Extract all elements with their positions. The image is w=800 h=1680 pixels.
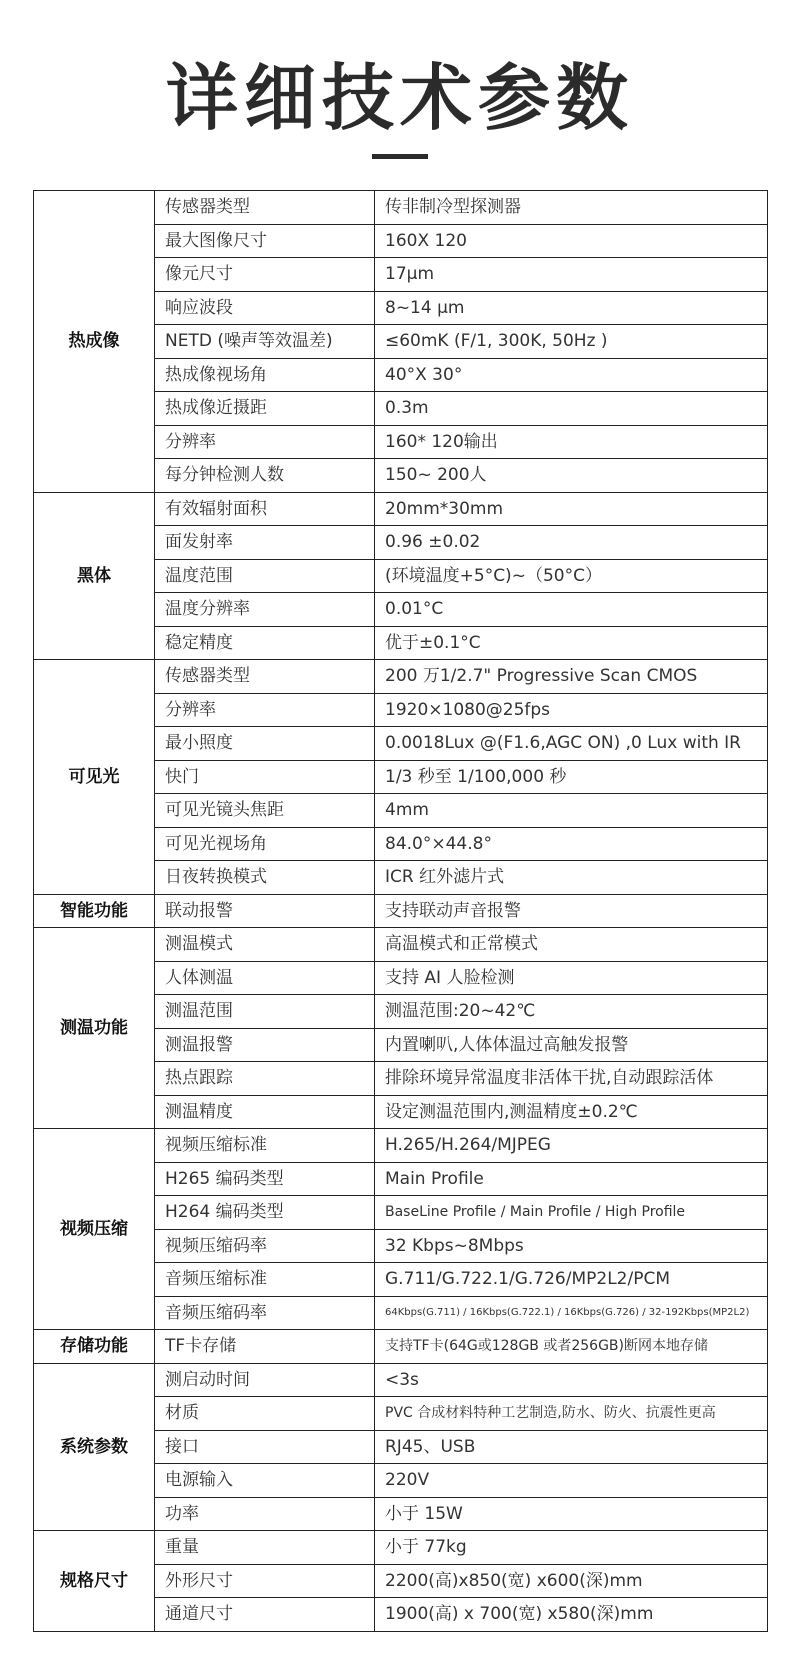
value-cell: G.711/G.722.1/G.726/MP2L2/PCM	[375, 1263, 768, 1297]
value-cell: 设定测温范围内,测温精度±0.2℃	[375, 1095, 768, 1129]
param-cell: 像元尺寸	[155, 258, 375, 292]
param-cell: 最大图像尺寸	[155, 224, 375, 258]
value-cell: 测温范围:20~42℃	[375, 995, 768, 1029]
value-cell: 17μm	[375, 258, 768, 292]
param-cell: 面发射率	[155, 526, 375, 560]
value-cell: 0.0018Lux @(F1.6,AGC ON) ,0 Lux with IR	[375, 727, 768, 761]
value-cell: (环境温度+5°C)~（50°C）	[375, 559, 768, 593]
value-cell: 150~ 200人	[375, 459, 768, 493]
title-underline	[372, 154, 428, 159]
value-cell: 32 Kbps~8Mbps	[375, 1229, 768, 1263]
param-cell: 传感器类型	[155, 660, 375, 694]
table-row	[34, 191, 768, 225]
value-cell: 高温模式和正常模式	[375, 928, 768, 962]
param-cell: 通道尺寸	[155, 1598, 375, 1632]
param-cell: 最小照度	[155, 727, 375, 761]
param-cell: 测温范围	[155, 995, 375, 1029]
param-cell: 分辨率	[155, 425, 375, 459]
param-cell: 快门	[155, 760, 375, 794]
value-cell: 支持TF卡(64G或128GB 或者256GB)断网本地存储	[375, 1330, 768, 1364]
value-cell: PVC 合成材料特种工艺制造,防水、防火、抗震性更高	[375, 1397, 768, 1431]
param-cell: 分辨率	[155, 693, 375, 727]
value-cell: 1900(高) x 700(宽) x580(深)mm	[375, 1598, 768, 1632]
page-title: 详细技术参数	[165, 56, 634, 140]
param-cell: 温度范围	[155, 559, 375, 593]
param-cell: 电源输入	[155, 1464, 375, 1498]
table-row	[34, 894, 768, 928]
category-cell: 规格尺寸	[34, 1531, 155, 1632]
value-cell: 支持 AI 人脸检测	[375, 961, 768, 995]
table-row	[34, 1531, 768, 1565]
table-row	[34, 492, 768, 526]
param-cell: 可见光视场角	[155, 827, 375, 861]
value-cell: 1/3 秒至 1/100,000 秒	[375, 760, 768, 794]
param-cell: 热成像近摄距	[155, 392, 375, 426]
value-cell: 40°X 30°	[375, 358, 768, 392]
param-cell: H265 编码类型	[155, 1162, 375, 1196]
category-cell: 测温功能	[34, 928, 155, 1129]
param-cell: 功率	[155, 1497, 375, 1531]
value-cell: 小于 15W	[375, 1497, 768, 1531]
param-cell: 材质	[155, 1397, 375, 1431]
value-cell: BaseLine Profile / Main Profile / High Profile	[375, 1196, 768, 1230]
param-cell: 测温报警	[155, 1028, 375, 1062]
param-cell: H264 编码类型	[155, 1196, 375, 1230]
value-cell: 0.01°C	[375, 593, 768, 627]
value-cell: 优于±0.1°C	[375, 626, 768, 660]
value-cell: 20mm*30mm	[375, 492, 768, 526]
param-cell: 测温精度	[155, 1095, 375, 1129]
category-cell: 智能功能	[34, 894, 155, 928]
value-cell: 0.96 ±0.02	[375, 526, 768, 560]
value-cell: 0.3m	[375, 392, 768, 426]
param-cell: 音频压缩码率	[155, 1296, 375, 1330]
param-cell: NETD (噪声等效温差)	[155, 325, 375, 359]
value-cell: 160X 120	[375, 224, 768, 258]
param-cell: 视频压缩标准	[155, 1129, 375, 1163]
param-cell: 测温模式	[155, 928, 375, 962]
param-cell: 热成像视场角	[155, 358, 375, 392]
value-cell: 200 万1/2.7" Progressive Scan CMOS	[375, 660, 768, 694]
value-cell: 1920×1080@25fps	[375, 693, 768, 727]
category-cell: 存储功能	[34, 1330, 155, 1364]
param-cell: 接口	[155, 1430, 375, 1464]
value-cell: ≤60mK (F/1, 300K, 50Hz )	[375, 325, 768, 359]
category-cell: 可见光	[34, 660, 155, 895]
param-cell: 可见光镜头焦距	[155, 794, 375, 828]
value-cell: Main Profile	[375, 1162, 768, 1196]
value-cell: 排除环境异常温度非活体干扰,自动跟踪活体	[375, 1062, 768, 1096]
spec-table	[33, 190, 768, 1632]
value-cell: 支持联动声音报警	[375, 894, 768, 928]
param-cell: 传感器类型	[155, 191, 375, 225]
value-cell: 2200(高)x850(宽) x600(深)mm	[375, 1564, 768, 1598]
param-cell: 响应波段	[155, 291, 375, 325]
table-row	[34, 660, 768, 694]
param-cell: 稳定精度	[155, 626, 375, 660]
param-cell: 人体测温	[155, 961, 375, 995]
category-cell: 视频压缩	[34, 1129, 155, 1330]
value-cell: 160* 120输出	[375, 425, 768, 459]
table-row	[34, 1330, 768, 1364]
table-row	[34, 1363, 768, 1397]
param-cell: 外形尺寸	[155, 1564, 375, 1598]
value-cell: ICR 红外滤片式	[375, 861, 768, 895]
value-cell: 8~14 μm	[375, 291, 768, 325]
param-cell: 有效辐射面积	[155, 492, 375, 526]
param-cell: 视频压缩码率	[155, 1229, 375, 1263]
param-cell: 联动报警	[155, 894, 375, 928]
param-cell: 每分钟检测人数	[155, 459, 375, 493]
table-row	[34, 928, 768, 962]
value-cell: <3s	[375, 1363, 768, 1397]
category-cell: 系统参数	[34, 1363, 155, 1531]
value-cell: 4mm	[375, 794, 768, 828]
category-cell: 黑体	[34, 492, 155, 660]
value-cell: 220V	[375, 1464, 768, 1498]
value-cell: 小于 77kg	[375, 1531, 768, 1565]
value-cell: H.265/H.264/MJPEG	[375, 1129, 768, 1163]
value-cell: 传非制冷型探测器	[375, 191, 768, 225]
value-cell: 64Kbps(G.711) / 16Kbps(G.722.1) / 16Kbps(G.726) / 32-192Kbps(MP2L2)	[375, 1296, 768, 1330]
param-cell: 热点跟踪	[155, 1062, 375, 1096]
param-cell: 音频压缩标准	[155, 1263, 375, 1297]
value-cell: RJ45、USB	[375, 1430, 768, 1464]
param-cell: 温度分辨率	[155, 593, 375, 627]
category-cell: 热成像	[34, 191, 155, 493]
value-cell: 84.0°×44.8°	[375, 827, 768, 861]
param-cell: TF卡存储	[155, 1330, 375, 1364]
param-cell: 日夜转换模式	[155, 861, 375, 895]
param-cell: 测启动时间	[155, 1363, 375, 1397]
param-cell: 重量	[155, 1531, 375, 1565]
value-cell: 内置喇叭,人体体温过高触发报警	[375, 1028, 768, 1062]
table-row	[34, 1129, 768, 1163]
